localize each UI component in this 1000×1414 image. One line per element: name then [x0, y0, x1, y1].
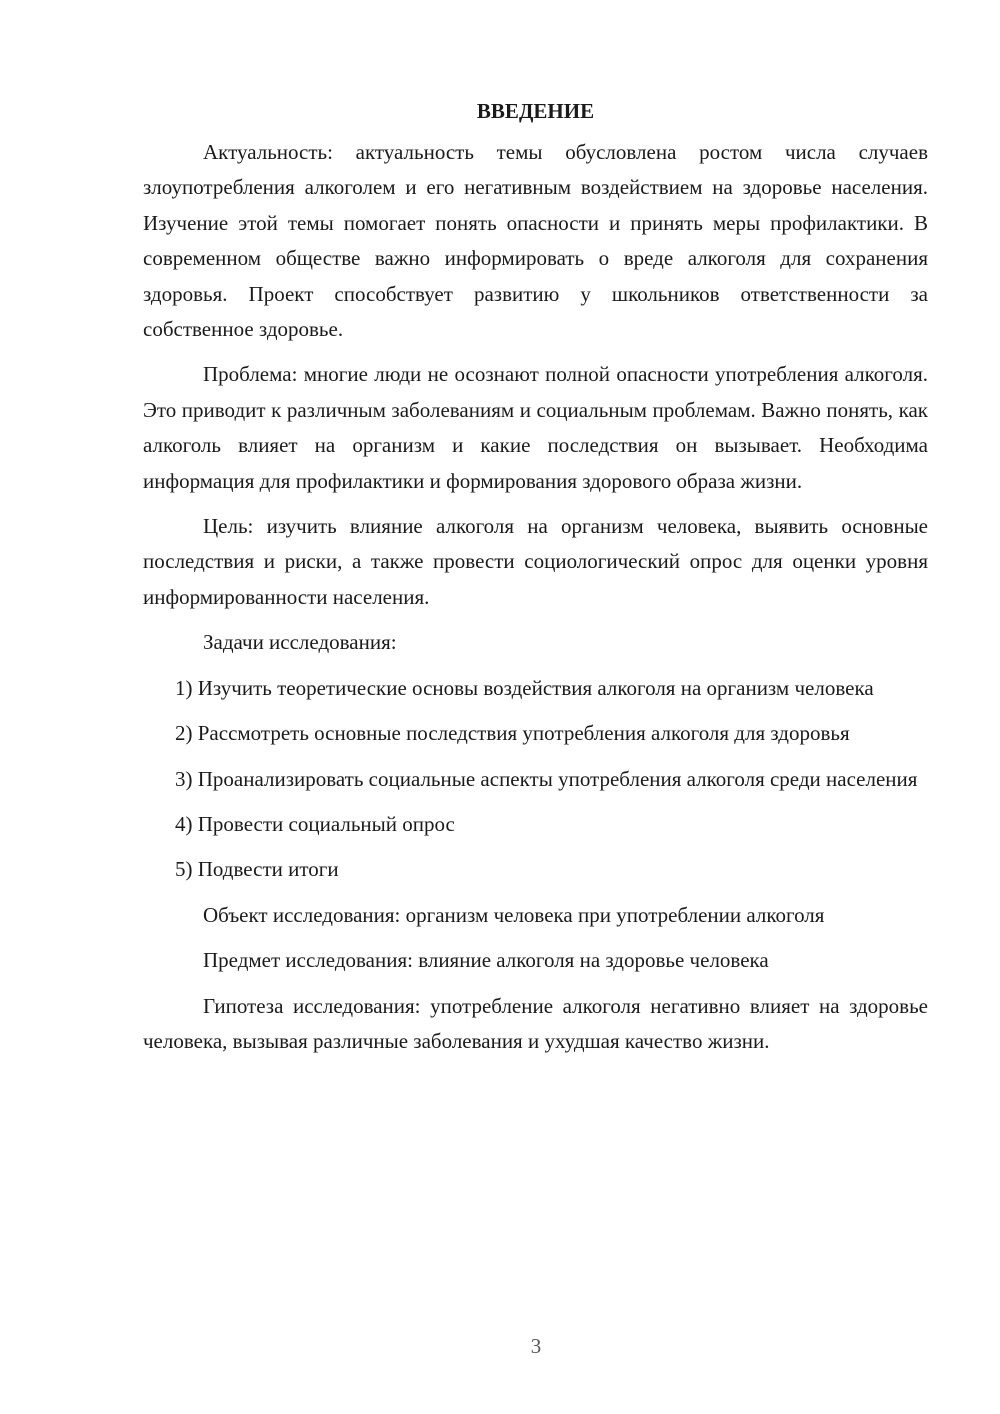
- section-heading: ВВЕДЕНИЕ: [476, 99, 595, 123]
- relevance-paragraph: Актуальность: актуальность темы обусловлена ростом числа случаев злоупотребления алкоголем и его негативным воздействием на здоровье населения. Изучение этой темы помогает понять опасности и принять меры профилактики. В современном обществе важно информировать о вреде алкоголя для сохранения здоровья. Проект способствует развитию у школьников ответственности за собственное здоровье.: [143, 140, 928, 342]
- hypothesis-paragraph: Гипотеза исследования: употребление алкоголя негативно влияет на здоровье человека, вызывая различные заболевания и ухудшая качество жизни.: [143, 993, 928, 1053]
- task-item-3: 3) Проанализировать социальные аспекты употребления алкоголя среди населения: [175, 766, 918, 791]
- task-item-2: 2) Рассмотреть основные последствия употребления алкоголя для здоровья: [175, 721, 850, 746]
- research-subject-paragraph: Предмет исследования: влияние алкоголя на здоровье человека: [203, 948, 769, 973]
- research-object-paragraph: Объект исследования: организм человека при употреблении алкоголя: [203, 902, 825, 927]
- tasks-heading: Задачи исследования:: [203, 630, 397, 655]
- page-number: 3: [530, 1334, 542, 1358]
- task-item-5: 5) Подвести итоги: [175, 857, 339, 882]
- problem-paragraph: Проблема: многие люди не осознают полной опасности употребления алкоголя. Это приводит к различным заболеваниям и социальным проблемам. Важно понять, как алкоголь влияет на организм и какие последствия он вызывает. Необходима информация для профилактики и формирования здорового образа жизни.: [143, 362, 928, 493]
- goal-paragraph: Цель: изучить влияние алкоголя на организм человека, выявить основные последствия и риски, а также провести социологический опрос для оценки уровня информированности населения.: [143, 514, 928, 609]
- task-item-1: 1) Изучить теоретические основы воздействия алкоголя на организм человека: [175, 675, 874, 700]
- task-item-4: 4) Провести социальный опрос: [175, 811, 455, 836]
- document-body: [143, 96, 928, 1069]
